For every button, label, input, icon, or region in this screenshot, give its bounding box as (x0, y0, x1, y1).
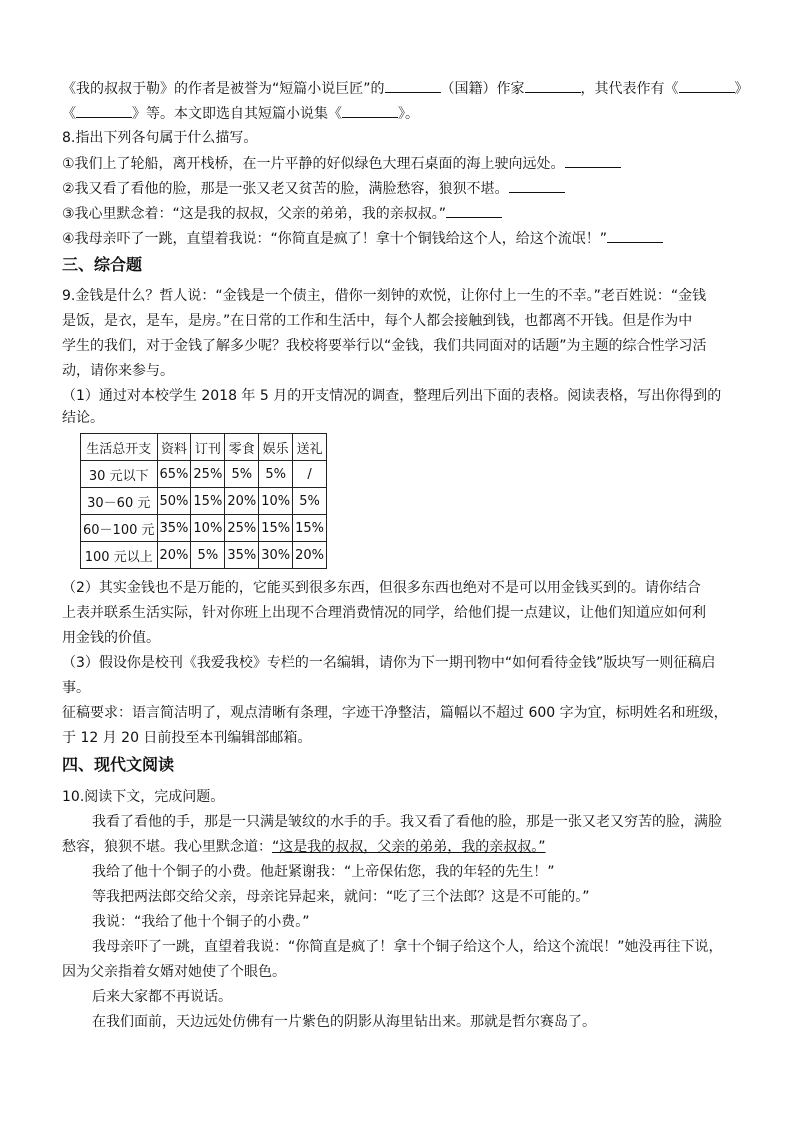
table-header-cell: 娱乐 (259, 434, 293, 461)
table-cell: 60－100 元 (81, 515, 158, 542)
q9-sub1: （1）通过对本校学生 2018 年 5 月的开支情况的调查，整理后列出下面的表格。阅读表格，写出你得到的 (62, 388, 722, 404)
q8-item (62, 203, 502, 224)
q10-paragraph: 因为父亲指着女婿对她使了个眼色。 (62, 964, 286, 980)
table-header-row (81, 434, 327, 461)
table-cell: 30 元以下 (81, 461, 158, 488)
table-cell: 5% (191, 542, 225, 569)
q7-text: 《我的叔叔于勒》的作者是被誉为“短篇小说巨匠”的 (62, 81, 385, 97)
table-cell: 25% (191, 461, 225, 488)
table-row (81, 488, 327, 515)
q10-paragraph: 我说：“我给了他十个铜子的小费。” (92, 914, 310, 930)
q9-sub2: 用金钱的价值。 (62, 630, 160, 646)
q9-sub3: （3）假设你是校刊《我爱我校》专栏的一名编辑，请你为下一期刊物中“如何看待金钱”版块写一则征稿启 (62, 655, 716, 671)
q9-paragraph: 是饭，是衣，是车，是房。”在日常的工作和生活中，每个人都会接触到钱，也都离不开钱。但是作为中 (62, 313, 693, 329)
spending-table (80, 433, 327, 569)
table-cell: 65% (157, 461, 191, 488)
q8-item-text: ①我们上了轮船，离开栈桥，在一片平静的好似绿色大理石桌面的海上驶向远处。 (62, 156, 565, 172)
q8-title: 8.指出下列各句属于什么描写。 (62, 130, 258, 146)
table-cell: 10% (191, 515, 225, 542)
table-header-cell: 生活总开支 (81, 434, 158, 461)
table-cell: 5% (293, 488, 327, 515)
answer-blank[interactable] (509, 178, 565, 193)
q7-text: （国籍）作家 (440, 81, 525, 97)
table-cell: / (293, 461, 327, 488)
q7-line-2 (62, 103, 419, 124)
q9-paragraph: 学生的我们，对于金钱了解多少呢？我校将要举行以“金钱，我们共同面对的话题”为主题的综合性学习活 (62, 338, 707, 354)
table-cell: 30% (259, 542, 293, 569)
table-cell: 50% (157, 488, 191, 515)
q7-text: 》。 (398, 106, 419, 122)
q9-sub1: 结论。 (62, 410, 104, 426)
answer-blank[interactable] (342, 103, 398, 118)
q8-item-text: ③我心里默念着：“这是我的叔叔，父亲的弟弟，我的亲叔叔。” (62, 206, 447, 222)
table-header-cell: 资料 (157, 434, 191, 461)
table-header-cell: 零食 (225, 434, 259, 461)
q10-paragraph: 后来大家都不再说话。 (92, 989, 232, 1005)
q9-requirements: 征稿要求：语言简洁明了，观点清晰有条理，字迹干净整洁，篇幅以不超过 600 字为宜，标明姓名和班级， (62, 705, 728, 721)
answer-blank[interactable] (679, 78, 735, 93)
q10-paragraph: 在我们面前，天边远处仿佛有一片紫色的阴影从海里钻出来。那就是哲尔赛岛了。 (92, 1014, 596, 1030)
q8-item-text: ②我又看了看他的脸，那是一张又老又贫苦的脸，满脸愁容，狼狈不堪。 (62, 181, 509, 197)
table-cell: 35% (225, 542, 259, 569)
q10-text: 愁容，狼狈不堪。我心里默念道： (62, 839, 272, 855)
answer-blank[interactable] (76, 103, 132, 118)
table-cell: 20% (293, 542, 327, 569)
section-heading: 四、现代文阅读 (62, 755, 175, 774)
table-cell: 35% (157, 515, 191, 542)
table-cell: 20% (225, 488, 259, 515)
answer-blank[interactable] (525, 78, 581, 93)
section-heading: 三、综合题 (62, 255, 143, 274)
q9-paragraph: 9.金钱是什么？哲人说：“金钱是一个债主，借你一刻钟的欢悦，让你付上一生的不幸。”老百姓说：“金钱 (62, 288, 707, 304)
q9-sub3: 事。 (62, 680, 90, 696)
q7-text: 《 (62, 106, 76, 122)
q7-text: ，其代表作有《 (580, 81, 679, 97)
q10-title: 10.阅读下文，完成问题。 (62, 789, 225, 805)
q10-paragraph: 我母亲吓了一跳，直望着我说：“你简直是疯了！拿十个铜子给这个人，给这个流氓！”她没再往下说， (92, 939, 723, 955)
table-header-cell: 订刊 (191, 434, 225, 461)
table-cell: 30－60 元 (81, 488, 158, 515)
q8-item (62, 178, 565, 199)
table-header-cell: 送礼 (293, 434, 327, 461)
q9-sub2: 上表并联系生活实际，针对你班上出现不合理消费情况的同学，给他们提一点建议，让他们知道应如何利 (62, 605, 706, 621)
q7-text: 》 (734, 81, 749, 97)
q10-paragraph (62, 837, 546, 857)
q9-requirements: 于 12 月 20 日前投至本刊编辑部邮箱。 (62, 730, 312, 746)
answer-blank[interactable] (565, 153, 621, 168)
q7-text: 》等。本文即选自其短篇小说集《 (132, 106, 342, 122)
table-row (81, 461, 327, 488)
q7-line-1 (62, 78, 749, 99)
q10-paragraph: 我给了他十个铜子的小费。他赶紧谢我：“上帝保佑您，我的年轻的先生！” (92, 864, 555, 880)
q9-paragraph: 动，请你来参与。 (62, 363, 174, 379)
table-cell: 15% (293, 515, 327, 542)
table-cell: 100 元以上 (81, 542, 158, 569)
table-cell: 25% (225, 515, 259, 542)
table-cell: 5% (225, 461, 259, 488)
table-cell: 20% (157, 542, 191, 569)
underlined-sentence: “这是我的叔叔，父亲的弟弟，我的亲叔叔。” (272, 839, 546, 855)
q10-paragraph: 我看了看他的手，那是一只满是皱纹的水手的手。我又看了看他的脸，那是一张又老又穷苦的脸，满脸 (92, 814, 722, 830)
table-cell: 5% (259, 461, 293, 488)
table-row (81, 515, 327, 542)
q9-sub2: （2）其实金钱也不是万能的，它能买到很多东西，但很多东西也绝对不是可以用金钱买到的。请你结合 (62, 580, 701, 596)
q10-paragraph: 等我把两法郎交给父亲，母亲诧异起来，就问：“吃了三个法郎？这是不可能的。” (92, 889, 590, 905)
answer-blank[interactable] (446, 203, 502, 218)
table-cell: 15% (191, 488, 225, 515)
table-cell: 15% (259, 515, 293, 542)
table-cell: 10% (259, 488, 293, 515)
q8-item (62, 153, 621, 174)
table-row (81, 542, 327, 569)
q8-item (62, 228, 663, 249)
answer-blank[interactable] (607, 228, 663, 243)
answer-blank[interactable] (385, 78, 441, 93)
q8-item-text: ④我母亲吓了一跳，直望着我说：“你简直是疯了！拿十个铜钱给这个人，给这个流氓！” (62, 231, 608, 247)
